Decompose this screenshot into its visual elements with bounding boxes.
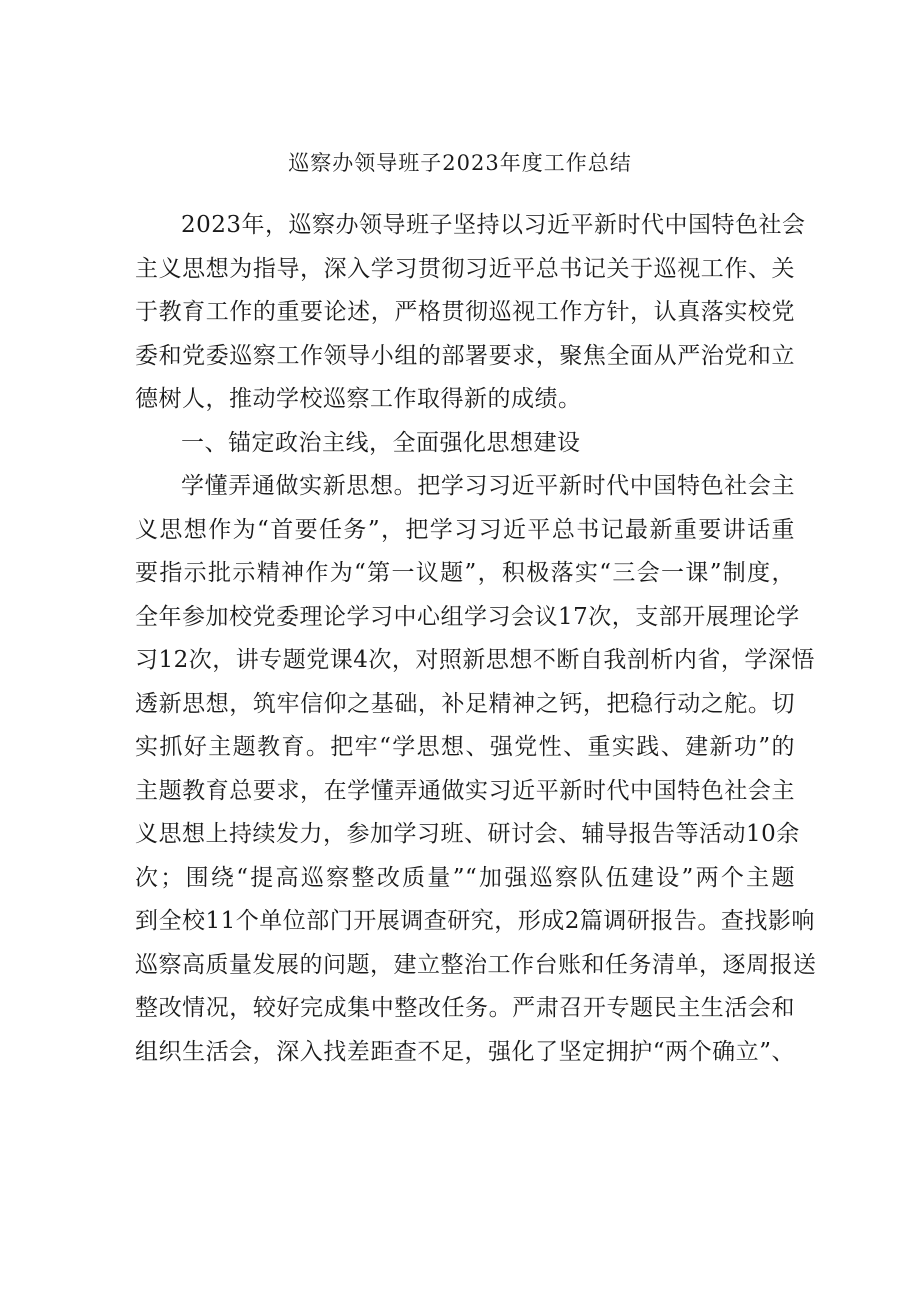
- section-line: 巡察高质量发展的问题，建立整治工作台账和任务清单，逐周报送: [135, 951, 817, 978]
- intro-line: 主义思想为指导，深入学习贯彻习近平总书记关于巡视工作、关: [135, 255, 795, 282]
- section-line: 组织生活会，深入找差距查不足，强化了坚定拥护“两个确立”、: [135, 1038, 795, 1065]
- section-line: 全年参加校党委理论学习中心组学习会议17次，支部开展理论学: [135, 603, 800, 630]
- section-line: 实抓好主题教育。把牢“学思想、强党性、重实践、建新功”的: [135, 734, 795, 760]
- intro-line: 2023年，巡察办领导班子坚持以习近平新时代中国特色社会: [181, 212, 806, 238]
- intro-line: 委和党委巡察工作领导小组的部署要求，聚焦全面从严治党和立: [135, 342, 795, 369]
- section-line: 要指示批示精神作为“第一议题”，积极落实“三会一课”制度，: [135, 560, 795, 586]
- section-line: 次；围绕“提高巡察整改质量”“加强巡察队伍建设”两个主题: [135, 864, 795, 891]
- document-title: 巡察办领导班子2023年度工作总结: [288, 151, 632, 175]
- section-line: 主题教育总要求，在学懂弄通做实习近平新时代中国特色社会主: [135, 777, 795, 804]
- section-line: 义思想作为“首要任务”，把学习习近平总书记最新重要讲话重: [135, 516, 795, 543]
- section-heading: 一、锚定政治主线，全面强化思想建设: [181, 429, 581, 456]
- section-line: 习12次，讲专题党课4次，对照新思想不断自我剖析内省，学深悟: [135, 647, 815, 673]
- intro-line: 于教育工作的重要论述，严格贯彻巡视工作方针，认真落实校党: [135, 299, 795, 325]
- section-line: 整改情况，较好完成集中整改任务。严肃召开专题民主生活会和: [135, 995, 795, 1021]
- section-line: 学懂弄通做实新思想。把学习习近平新时代中国特色社会主: [181, 473, 795, 499]
- section-line: 到全校11个单位部门开展调查研究，形成2篇调研报告。查找影响: [135, 908, 815, 934]
- section-line: 义思想上持续发力，参加学习班、研讨会、辅导报告等活动10余: [135, 821, 800, 847]
- intro-line: 德树人，推动学校巡察工作取得新的成绩。: [135, 386, 582, 412]
- section-line: 透新思想，筑牢信仰之基础，补足精神之钙，把稳行动之舵。切: [135, 690, 795, 717]
- document-body: [135, 204, 817, 1074]
